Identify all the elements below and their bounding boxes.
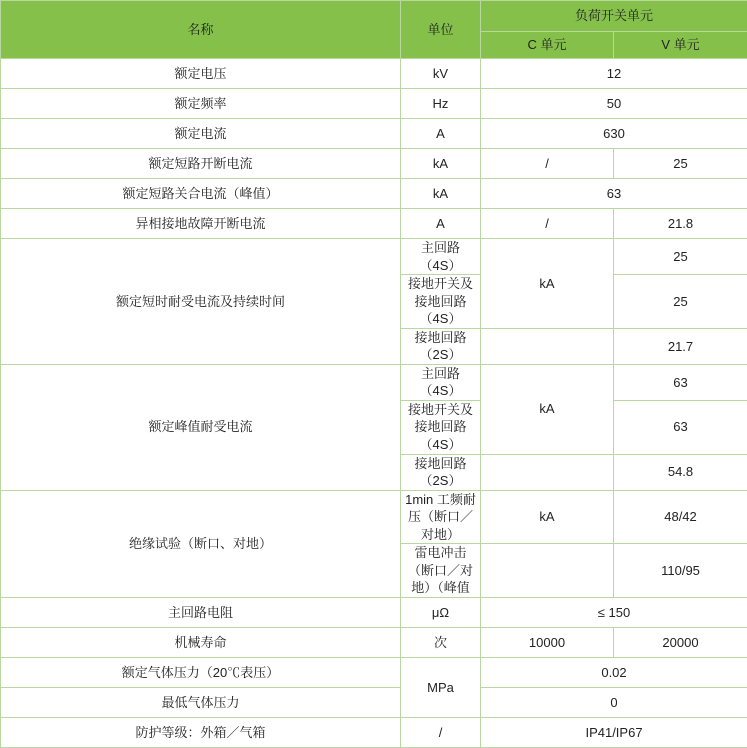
group-sub-label: 接地回路（2S） bbox=[401, 328, 481, 364]
row-value: IP41/IP67 bbox=[481, 717, 747, 747]
group-unit-blank bbox=[481, 328, 614, 364]
row-name: 主回路电阻 bbox=[1, 597, 401, 627]
table-row bbox=[1, 89, 747, 119]
row-unit: A bbox=[401, 119, 481, 149]
group-value: 21.7 bbox=[614, 328, 747, 364]
group-value: 63 bbox=[614, 400, 747, 454]
row-unit: A bbox=[401, 209, 481, 239]
group-sub-label: 接地开关及接地回路（4S） bbox=[401, 275, 481, 329]
group-label: 绝缘试验（断口、对地） bbox=[1, 490, 401, 597]
header-row-main bbox=[1, 1, 747, 32]
row-value: 12 bbox=[481, 59, 747, 89]
group-unit-blank bbox=[481, 454, 614, 490]
row-value: 0 bbox=[481, 687, 747, 717]
group-sub-label: 1min 工频耐压（断口／对地） bbox=[401, 490, 481, 544]
group-value: 48/42 bbox=[614, 490, 747, 544]
group-sub-label: 主回路（4S） bbox=[401, 364, 481, 400]
row-name: 额定电压 bbox=[1, 59, 401, 89]
row-value-c: / bbox=[481, 209, 614, 239]
table-row bbox=[1, 687, 747, 717]
group-unit: kA bbox=[481, 364, 614, 454]
header-unit: 单位 bbox=[401, 1, 481, 59]
row-name: 机械寿命 bbox=[1, 627, 401, 657]
group-sub-label: 接地回路（2S） bbox=[401, 454, 481, 490]
row-unit: kV bbox=[401, 59, 481, 89]
header-group: 负荷开关单元 bbox=[481, 1, 747, 32]
row-value: 63 bbox=[481, 179, 747, 209]
table-row bbox=[1, 179, 747, 209]
row-unit: 次 bbox=[401, 627, 481, 657]
header-sub-c-unit: C 单元 bbox=[481, 32, 614, 59]
row-unit: kA bbox=[401, 179, 481, 209]
group-unit: kA bbox=[481, 239, 614, 329]
table-row bbox=[1, 717, 747, 747]
row-unit: / bbox=[401, 717, 481, 747]
row-value-c: / bbox=[481, 149, 614, 179]
table-row bbox=[1, 597, 747, 627]
row-name: 异相接地故障开断电流 bbox=[1, 209, 401, 239]
group-value: 54.8 bbox=[614, 454, 747, 490]
group-sub-label: 主回路（4S） bbox=[401, 239, 481, 275]
table-row bbox=[1, 657, 747, 687]
row-value: 50 bbox=[481, 89, 747, 119]
header-name: 名称 bbox=[1, 1, 401, 59]
group-value: 25 bbox=[614, 239, 747, 275]
row-name: 额定频率 bbox=[1, 89, 401, 119]
group-value: 63 bbox=[614, 364, 747, 400]
group-unit: kA bbox=[481, 490, 614, 544]
row-value: 0.02 bbox=[481, 657, 747, 687]
group-sub-label: 接地开关及接地回路（4S） bbox=[401, 400, 481, 454]
table-row bbox=[1, 149, 747, 179]
row-unit: μΩ bbox=[401, 597, 481, 627]
row-name: 额定短路开断电流 bbox=[1, 149, 401, 179]
group-label: 额定峰值耐受电流 bbox=[1, 364, 401, 490]
row-value-v: 21.8 bbox=[614, 209, 747, 239]
row-value-v: 20000 bbox=[614, 627, 747, 657]
group-value: 110/95 bbox=[614, 544, 747, 598]
row-value: ≤ 150 bbox=[481, 597, 747, 627]
table-row bbox=[1, 364, 747, 400]
group-unit-blank bbox=[481, 544, 614, 598]
row-name: 额定气体压力（20℃表压） bbox=[1, 657, 401, 687]
table-row bbox=[1, 239, 747, 275]
table-header bbox=[1, 1, 747, 59]
table-row bbox=[1, 627, 747, 657]
row-name: 最低气体压力 bbox=[1, 687, 401, 717]
row-name: 额定电流 bbox=[1, 119, 401, 149]
row-unit: MPa bbox=[401, 657, 481, 717]
row-value: 630 bbox=[481, 119, 747, 149]
row-value-c: 10000 bbox=[481, 627, 614, 657]
group-label: 额定短时耐受电流及持续时间 bbox=[1, 239, 401, 365]
group-sub-label: 雷电冲击（断口／对地）（峰值 bbox=[401, 544, 481, 598]
row-unit: Hz bbox=[401, 89, 481, 119]
row-value-v: 25 bbox=[614, 149, 747, 179]
group-value: 25 bbox=[614, 275, 747, 329]
table-row bbox=[1, 209, 747, 239]
table-row bbox=[1, 490, 747, 544]
table-row bbox=[1, 59, 747, 89]
row-name: 额定短路关合电流（峰值） bbox=[1, 179, 401, 209]
table-row bbox=[1, 119, 747, 149]
row-unit: kA bbox=[401, 149, 481, 179]
header-sub-v-unit: V 单元 bbox=[614, 32, 747, 59]
table-body bbox=[1, 59, 747, 748]
row-name: 防护等级：外箱／气箱 bbox=[1, 717, 401, 747]
